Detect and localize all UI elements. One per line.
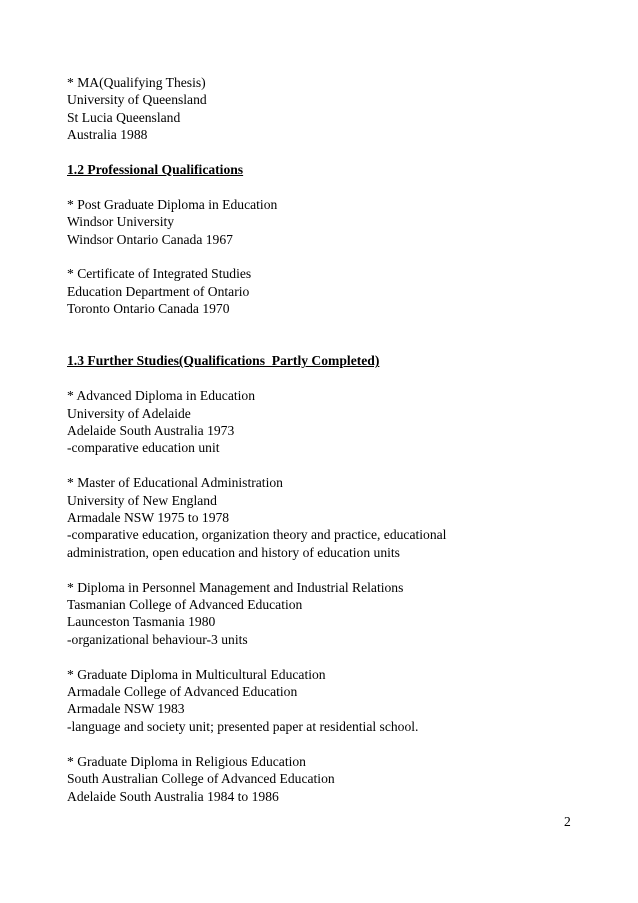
- text-line: * Certificate of Integrated Studies: [67, 266, 252, 282]
- text-line: * Master of Educational Administration: [67, 475, 283, 491]
- text-line: Armadale NSW 1983: [67, 701, 185, 717]
- text-line: Adelaide South Australia 1973: [67, 423, 235, 439]
- text-line: administration, open education and history of education units: [67, 544, 400, 560]
- text-line: * Diploma in Personnel Management and Industrial Relations: [67, 579, 404, 595]
- text-line: Windsor University: [67, 214, 175, 230]
- blank-line: [67, 144, 587, 161]
- text-line: -language and society unit; presented paper at residential school.: [67, 718, 419, 734]
- text-line: -comparative education unit: [67, 440, 220, 456]
- blank-line: [67, 735, 587, 752]
- text-line: South Australian College of Advanced Education: [67, 771, 335, 787]
- blank-line: [67, 648, 587, 665]
- text-line: University of New England: [67, 492, 217, 508]
- text-line: -organizational behaviour-3 units: [67, 631, 248, 647]
- blank-line: [67, 457, 587, 474]
- page-content: [67, 74, 587, 805]
- text-line: * MA(Qualifying Thesis): [67, 75, 206, 90]
- blank-line: [67, 561, 587, 578]
- text-line: Australia 1988: [67, 127, 148, 143]
- text-line: University of Adelaide: [67, 405, 191, 421]
- text-line: * Graduate Diploma in Multicultural Education: [67, 666, 326, 682]
- text-line: Armadale College of Advanced Education: [67, 684, 298, 700]
- text-line: * Post Graduate Diploma in Education: [67, 196, 278, 212]
- text-line: Toronto Ontario Canada 1970: [67, 301, 230, 317]
- text-line: Windsor Ontario Canada 1967: [67, 231, 233, 247]
- text-line: Education Department of Ontario: [67, 283, 250, 299]
- blank-line: [67, 318, 587, 335]
- section-heading-further-studies: 1.3 Further Studies(Qualifications Partly Completed): [67, 353, 380, 369]
- blank-line: [67, 178, 587, 195]
- text-line: Armadale NSW 1975 to 1978: [67, 510, 230, 526]
- blank-line: [67, 248, 587, 265]
- text-line: Tasmanian College of Advanced Education: [67, 597, 303, 613]
- text-line: St Lucia Queensland: [67, 109, 181, 125]
- text-line: * Graduate Diploma in Religious Education: [67, 753, 306, 769]
- text-line: Adelaide South Australia 1984 to 1986: [67, 788, 279, 804]
- section-heading-professional-qualifications: 1.2 Professional Qualifications: [67, 162, 244, 178]
- blank-line: [67, 370, 587, 387]
- text-line: University of Queensland: [67, 92, 207, 108]
- page-number: 2: [564, 814, 571, 829]
- text-line: * Advanced Diploma in Education: [67, 388, 256, 404]
- text-line: -comparative education, organization theory and practice, educational: [67, 527, 447, 543]
- text-line: Launceston Tasmania 1980: [67, 614, 216, 630]
- blank-line: [67, 335, 587, 352]
